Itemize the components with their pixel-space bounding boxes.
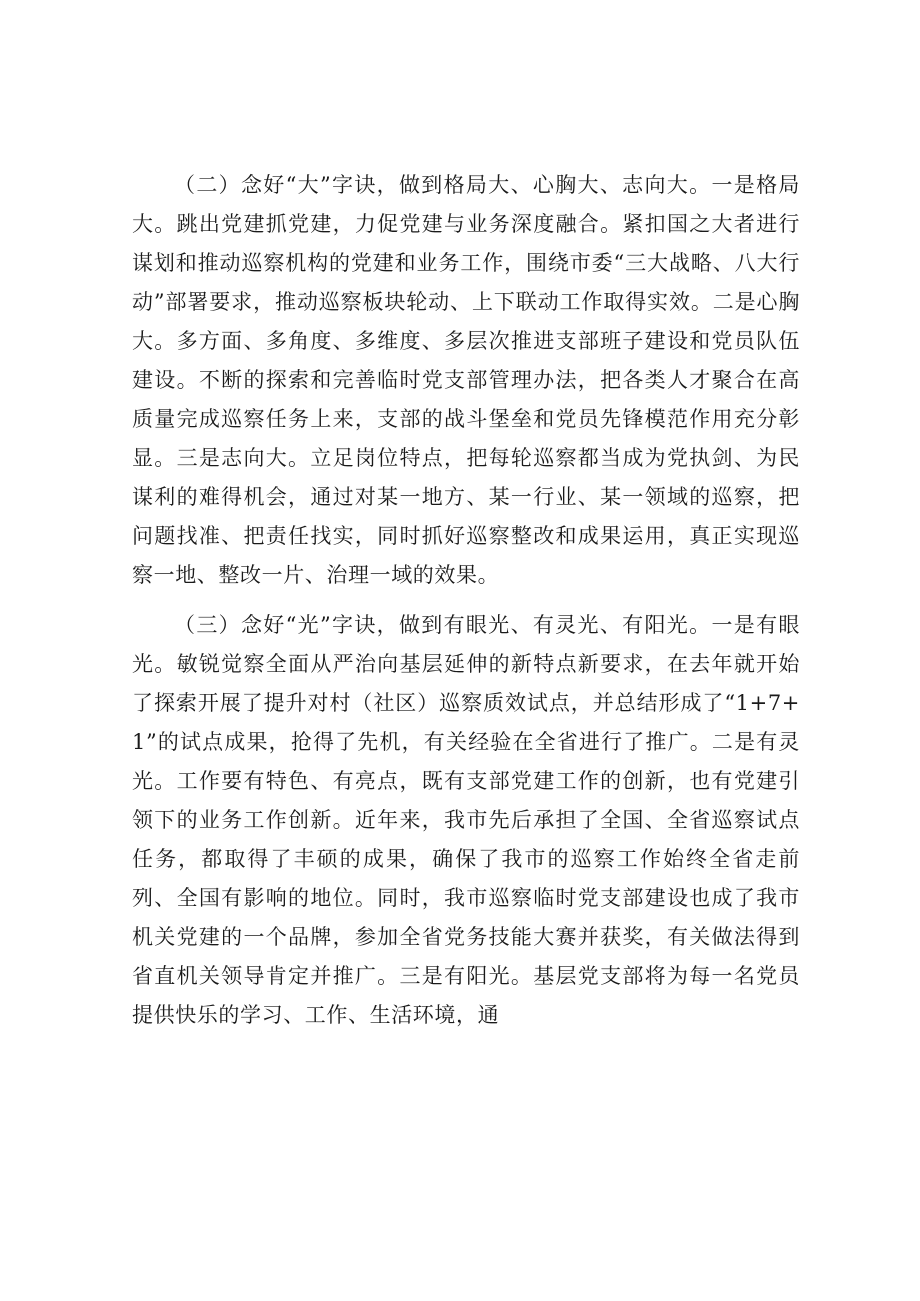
paragraph-section-2: （二）念好“大”字诀，做到格局大、心胸大、志向大。一是格局大。跳出党建抓党建，力促党建与业务深度融合。紧扣国之大者进行谋划和推动巡察机构的党建和业务工作，围绕市委“三大战略、八大行动”部署要求，推动巡察板块轮动、上下联动工作取得实效。二是心胸大。多方面、多角度、多维度、多层次推进支部班子建设和党员队伍建设。不断的探索和完善临时党支部管理办法，把各类人才聚合在高质量完成巡察任务上来，支部的战斗堡垒和党员先锋模范作用充分彰显。三是志向大。立足岗位特点，把每轮巡察都当成为党执剑、为民谋利的难得机会，通过对某一地方、某一行业、某一领域的巡察，把问题找准、把责任找实，同时抓好巡察整改和成果运用，真正实现巡察一地、整改一片、治理一域的效果。 [132,173,800,587]
document-body [132,166,800,1035]
paragraph-section-3: （三）念好“光”字诀，做到有眼光、有灵光、有阳光。一是有眼光。敏锐觉察全面从严治向基层延伸的新特点新要求，在去年就开始了探索开展了提升对村（社区）巡察质效试点，并总结形成了“1+7+1”的试点成果，抢得了先机，有关经验在全省进行了推广。二是有灵光。工作要有特色、有亮点，既有支部党建工作的创新，也有党建引领下的业务工作创新。近年来，我市先后承担了全国、全省巡察试点任务，都取得了丰硕的成果，确保了我市的巡察工作始终全省走前列、全国有影响的地位。同时，我市巡察临时党支部建设也成了我市机关党建的一个品牌，参加全省党务技能大赛并获奖，有关做法得到省直机关领导肯定并推广。三是有阳光。基层党支部将为每一名党员提供快乐的学习、工作、生活环境，通 [132,613,800,1027]
